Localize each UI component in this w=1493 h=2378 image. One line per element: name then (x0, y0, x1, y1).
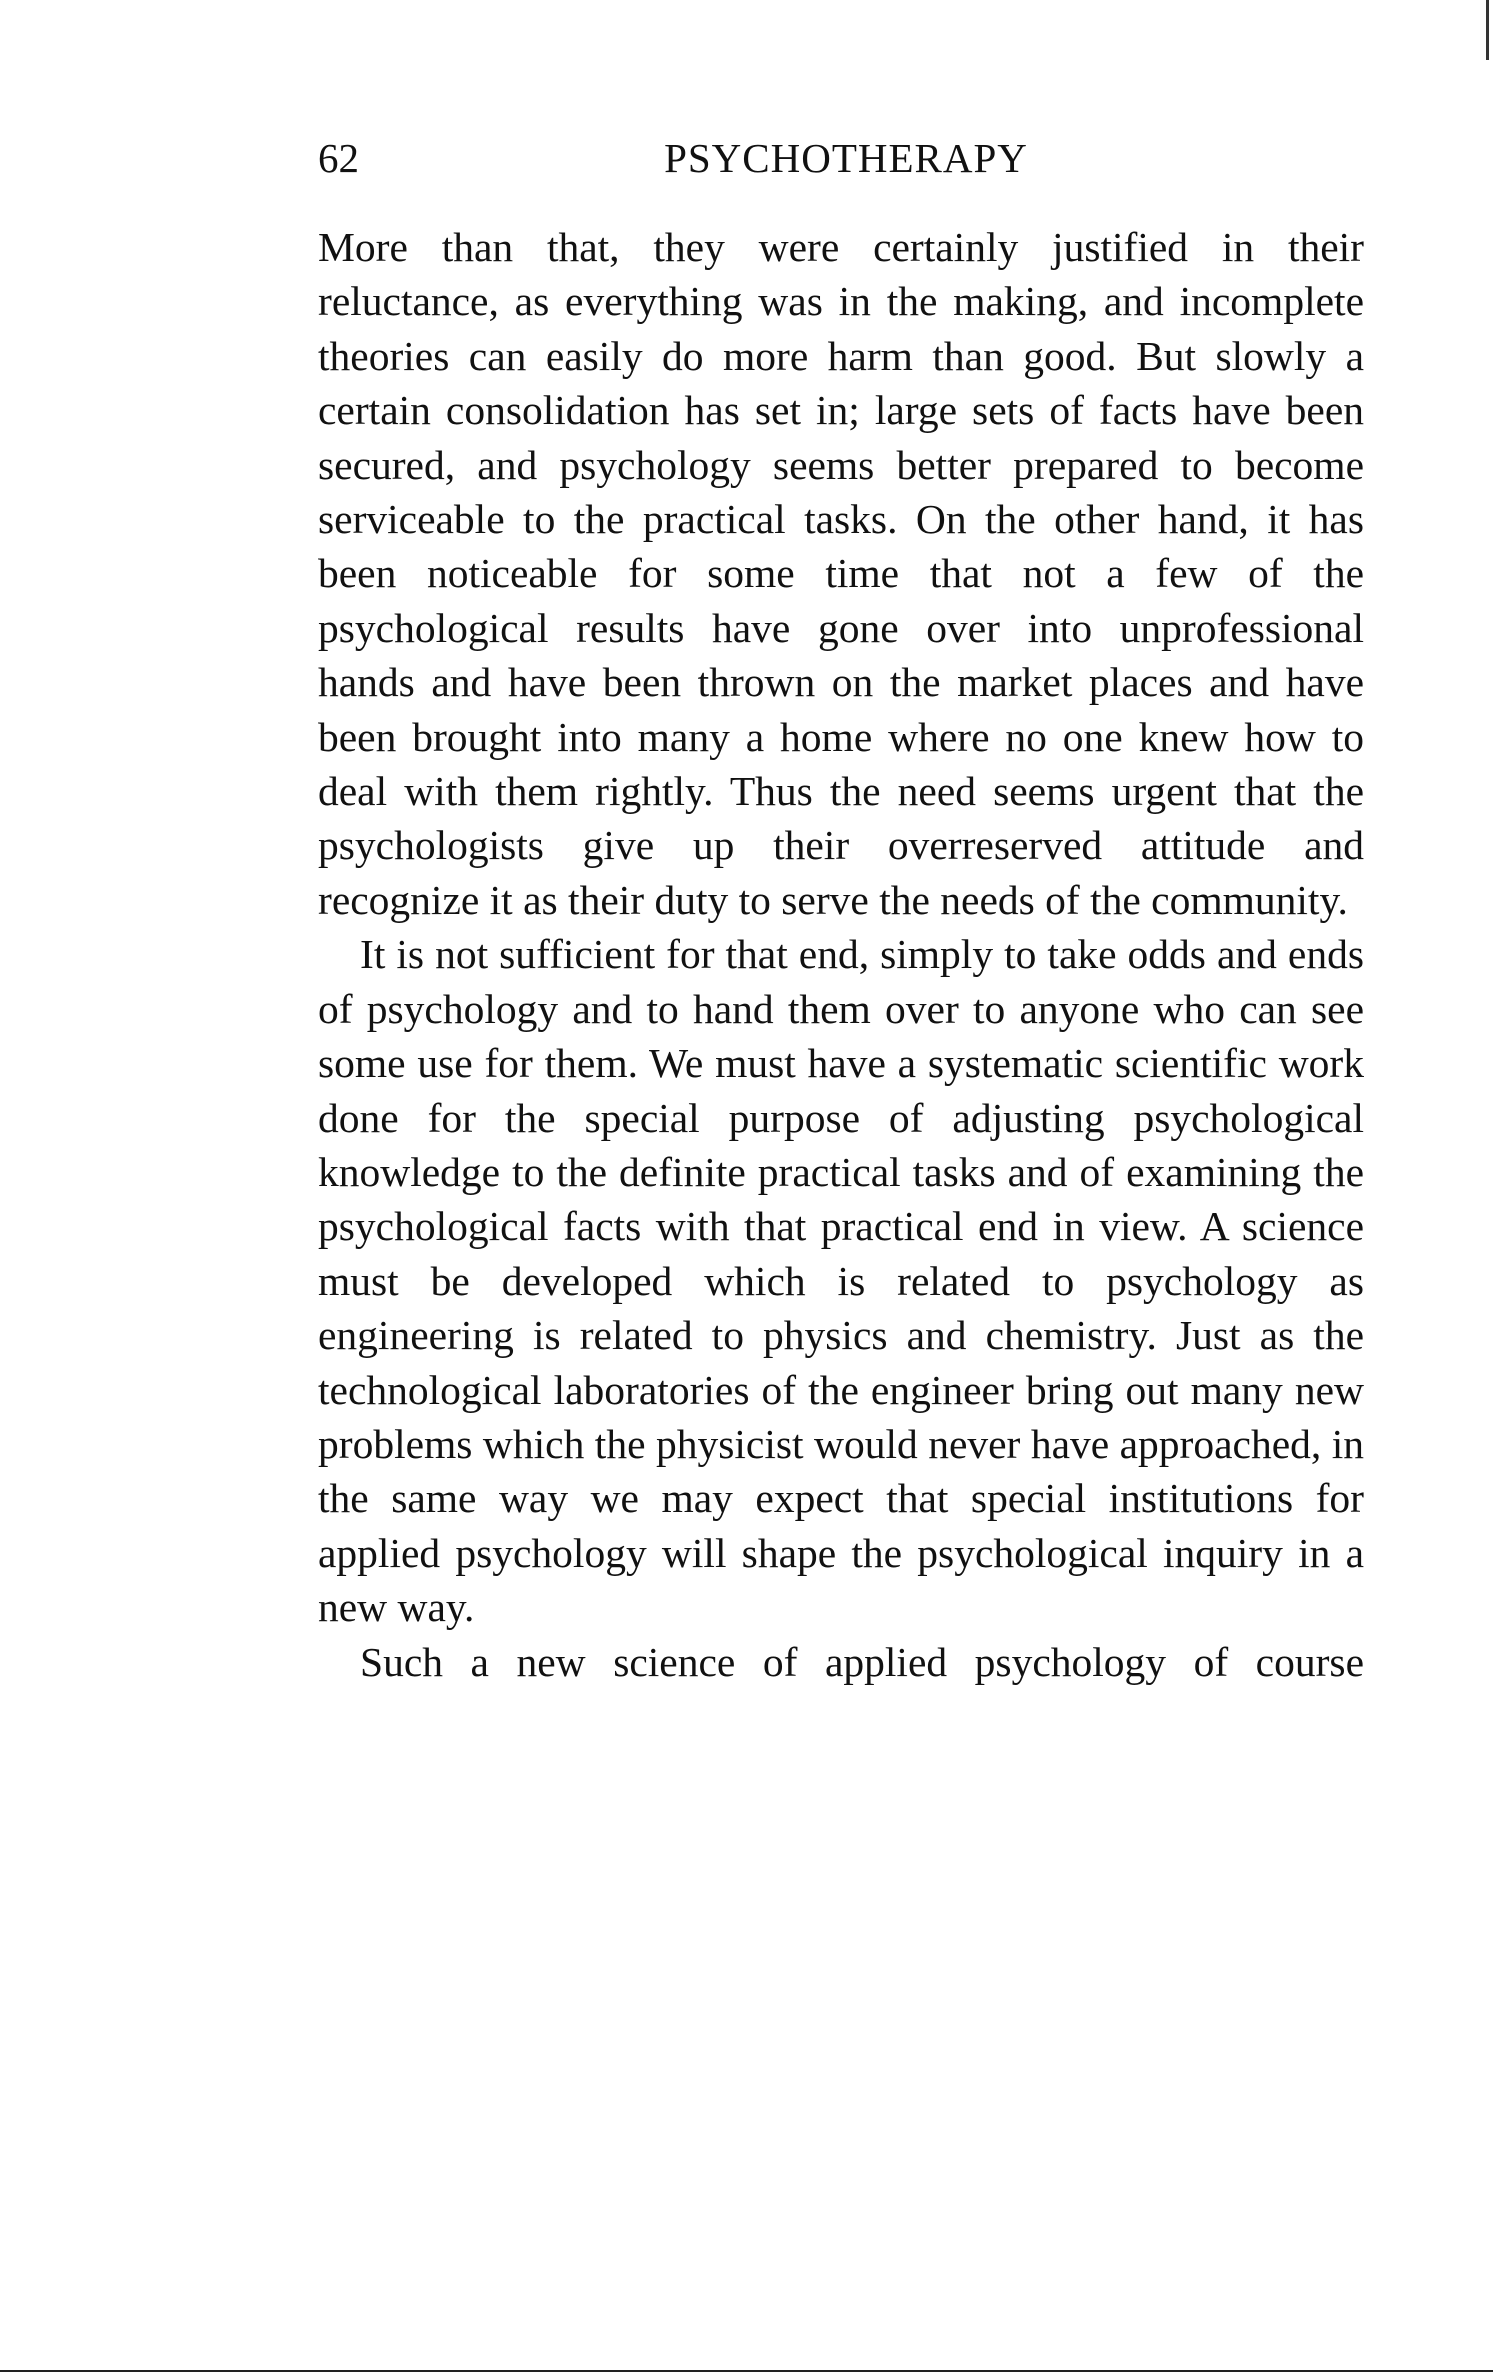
bottom-rule (0, 2370, 1493, 2372)
running-title: PSYCHOTHERAPY (664, 135, 1028, 181)
paragraph-2: It is not sufficient for that end, simply to take odds and ends of psychology and to hand them over to anyone who can see some use for them. We must have a systematic scientific work done for the special purpose of adjusting psychological knowledge to the definite practical tasks and of examining the psychological facts with that practical end in view. A science must be developed which is related to psychology as engineering is related to physics and chemistry. Just as the technological laboratories of the engineer bring out many new problems which the physicist would never have approached, in the same way we may expect that special institutions for applied psychology will shape the psychological inquiry in a new way. (318, 931, 1364, 1631)
page-number: 62 (318, 135, 359, 181)
body-text (318, 220, 1364, 1689)
running-head (318, 128, 1364, 188)
paragraph-3: Such a new science of applied psychology of course (360, 1638, 1364, 1685)
page-edge-mark (1486, 0, 1489, 60)
paragraph-1: More than that, they were certainly justified in their reluctance, as everything was in the making, and incomplete theories can easily do more harm than good. But slowly a certain consolidation has set in; large sets of facts have been secured, and psychology seems better prepared to become serviceable to the practical tasks. On the other hand, it has been noticeable for some time that not a few of the psychological results have gone over into unprofessional hands and have been thrown on the market places and have been brought into many a home where no one knew how to deal with them rightly. Thus the need seems urgent that the psychologists give up their overreserved attitude and recognize it as their duty to serve the needs of the community. (318, 224, 1364, 923)
